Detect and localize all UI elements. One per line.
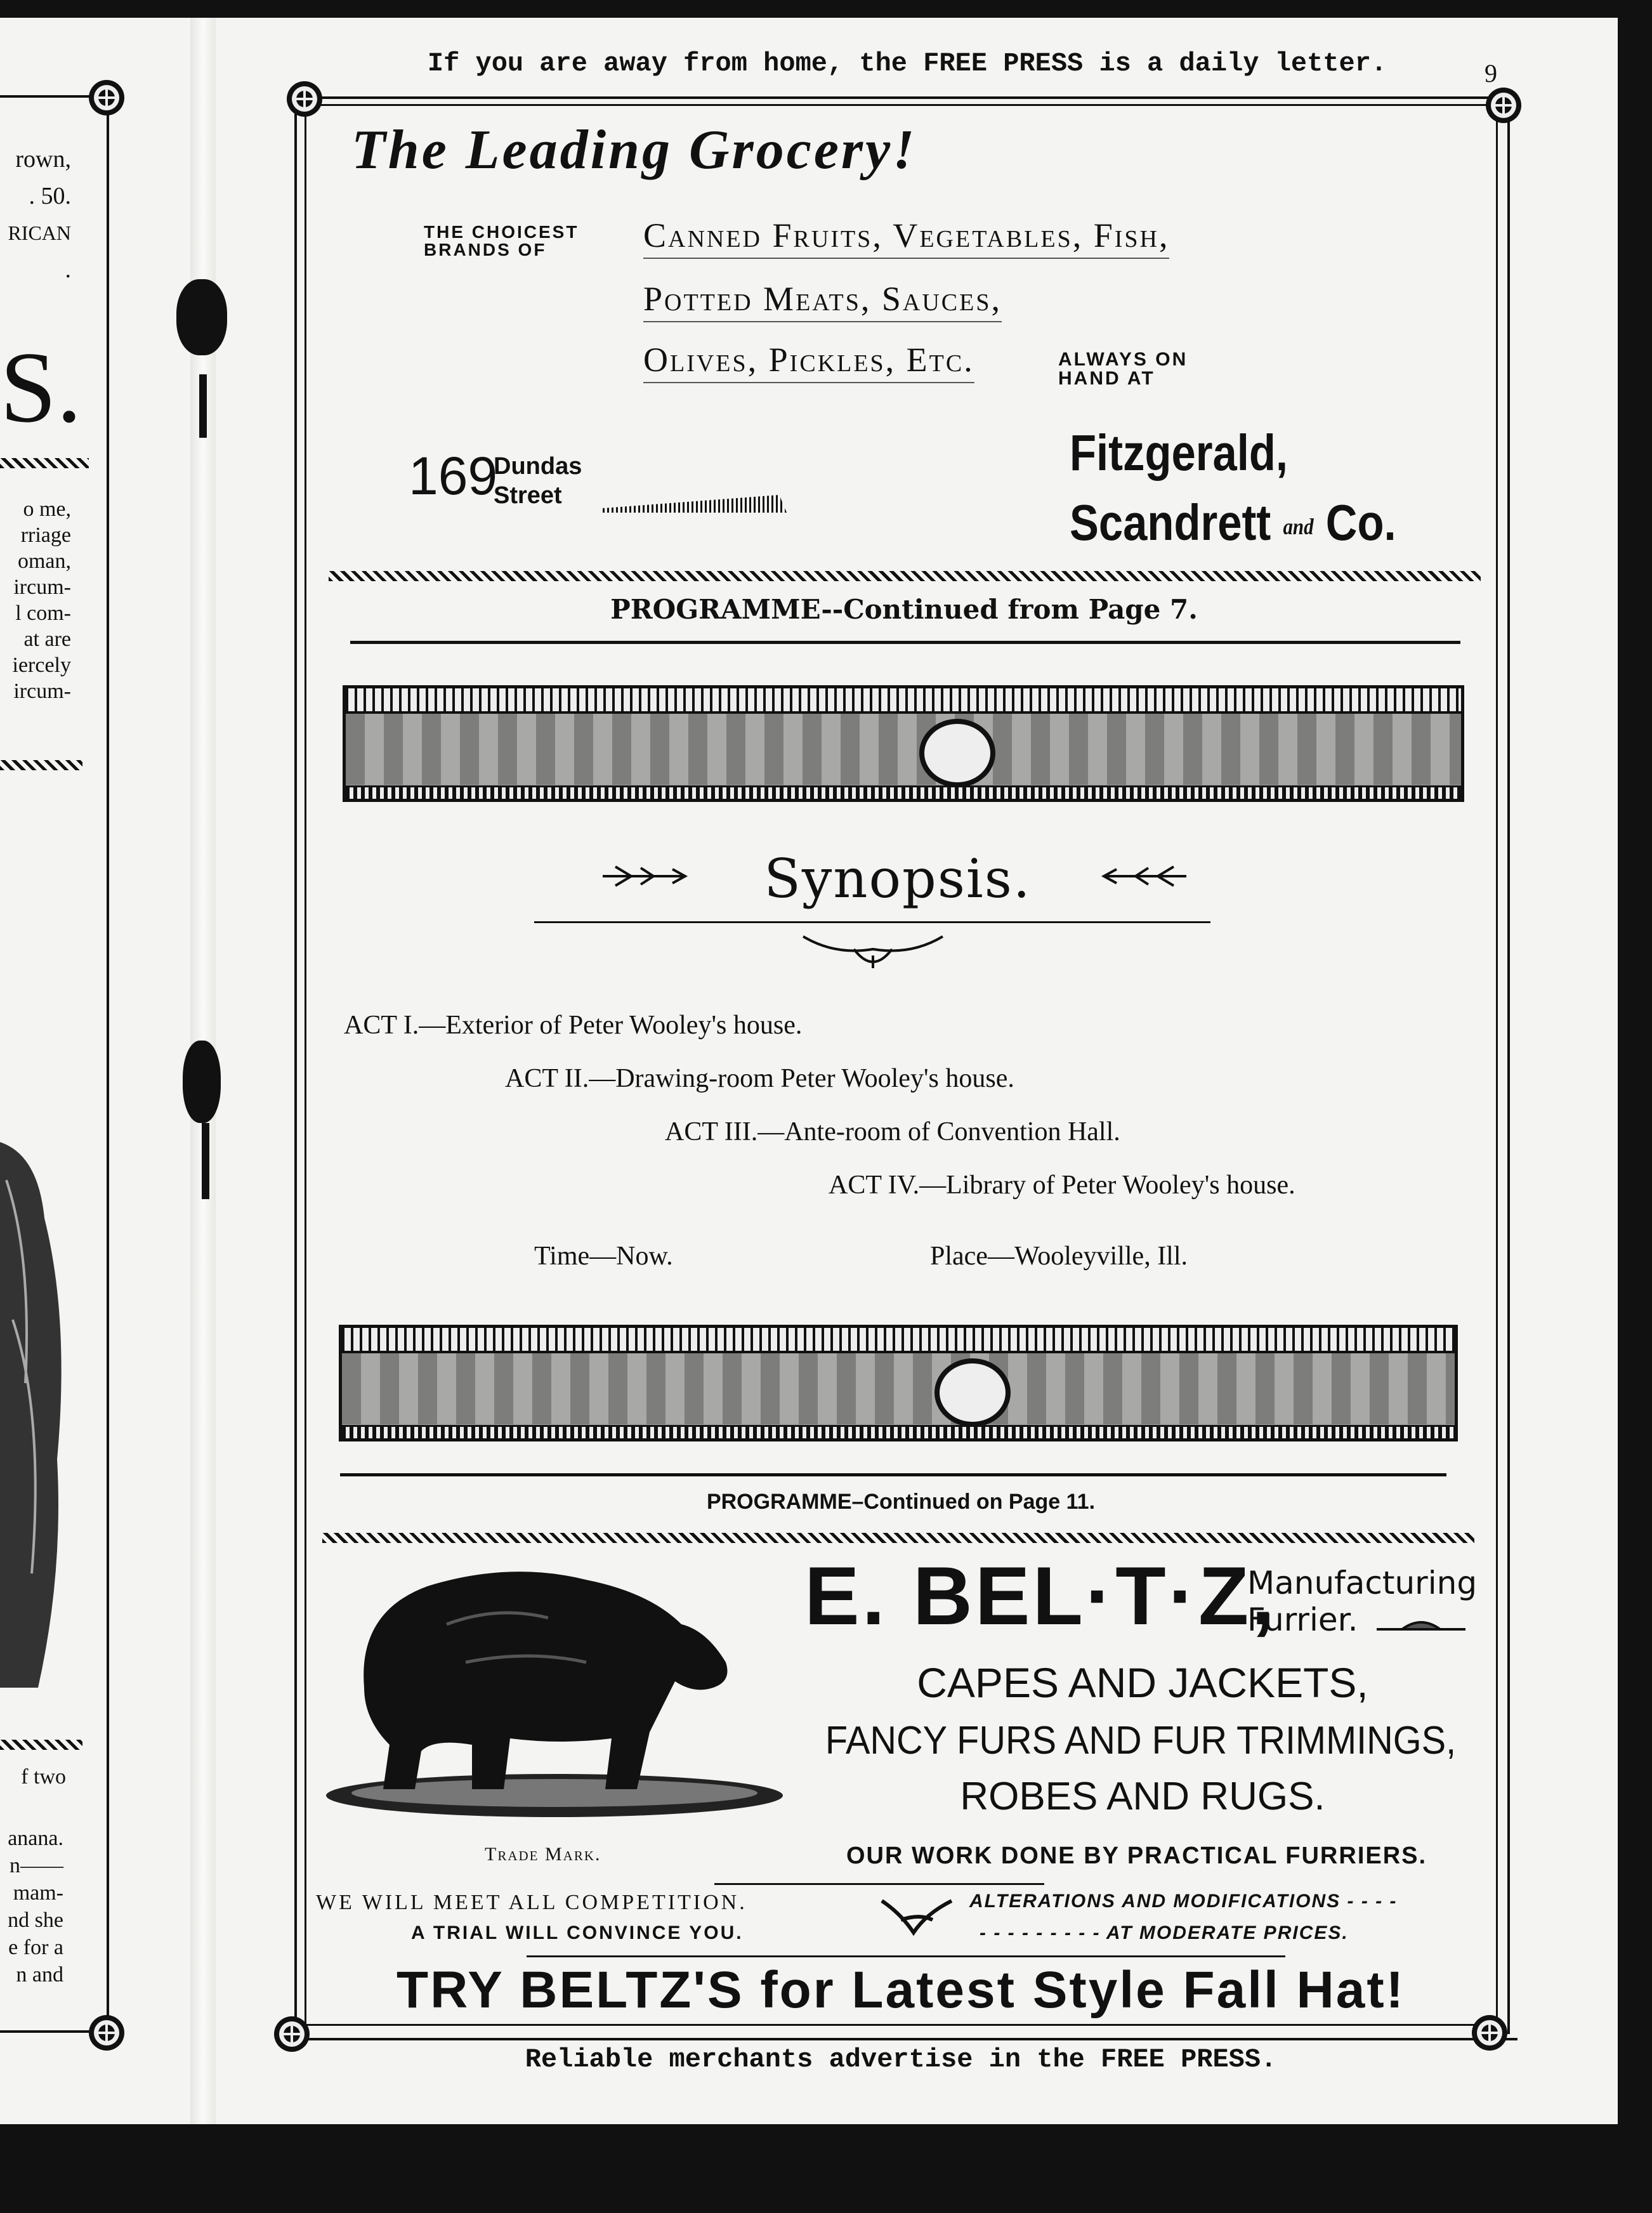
fragment-line: RICAN — [8, 221, 71, 244]
left-big-letter: S. — [0, 331, 82, 443]
furrier-line-2: FANCY FURS AND FUR TRIMMINGS, — [825, 1719, 1457, 1763]
act-2: ACT II.—Drawing-room Peter Wooley's house. — [505, 1064, 1014, 1093]
choicest-label-line: THE CHOICEST — [424, 222, 579, 242]
programme-continued-from: PROGRAMME--Continued from Page 7. — [610, 594, 1198, 625]
top-banner: If you are away from home, the FREE PRESS is a daily letter. — [427, 48, 1387, 79]
cameo-portrait-icon — [934, 1358, 1011, 1427]
address-street-line: Street — [494, 482, 562, 509]
frieze-garland-band — [342, 1353, 1455, 1424]
frieze-beads — [346, 785, 1461, 799]
fragment-line: . 50. — [29, 183, 71, 209]
frieze-beads — [342, 1425, 1455, 1438]
company-line-1: Fitzgerald, — [1070, 424, 1288, 481]
left-divider — [0, 760, 82, 770]
grocery-title: The Leading Grocery! — [351, 119, 917, 181]
grocery-line-3: Olives, Pickles, Etc. — [643, 340, 974, 383]
main-frame-top-inner — [315, 104, 1496, 106]
fragment-line: . — [65, 256, 71, 283]
frieze-key-pattern — [346, 688, 1461, 714]
synopsis-title: Synopsis. — [764, 848, 1032, 910]
left-top-lines — [0, 141, 71, 288]
fragment-line: n—— — [10, 1854, 63, 1877]
furrier-rule — [527, 1955, 1285, 1957]
ink-blot — [199, 374, 207, 438]
furrier-line-1: CAPES AND JACKETS, — [917, 1659, 1368, 1706]
ink-blot — [183, 1041, 221, 1123]
fragment-line: anana. — [8, 1827, 63, 1850]
corner-ornament-icon — [86, 2013, 127, 2053]
choicest-label-line: BRANDS OF — [424, 240, 547, 259]
flourish-left-icon — [603, 860, 692, 892]
furrier-rule — [714, 1883, 1044, 1885]
always-label-line: ALWAYS ON — [1058, 349, 1188, 370]
ornamental-frieze-bottom — [339, 1325, 1458, 1441]
section-divider — [329, 571, 1481, 581]
furrier-line-3: ROBES AND RUGS. — [960, 1775, 1325, 1818]
fragment-line: oman, — [17, 549, 71, 573]
page-number: 9 — [1485, 59, 1497, 88]
left-divider — [0, 458, 89, 468]
beltz-name: E. BEL·T·Z, — [804, 1549, 1277, 1642]
compete-line-2: A TRIAL WILL CONVINCE YOU. — [411, 1922, 744, 1943]
grocery-line-1: Canned Fruits, Vegetables, Fish, — [643, 216, 1169, 259]
left-frame-right — [107, 95, 109, 2030]
compete-line-1: WE WILL MEET ALL COMPETITION. — [316, 1891, 747, 1914]
place-line: Place—Wooleyville, Ill. — [930, 1242, 1188, 1271]
left-caption: f two — [21, 1765, 66, 1789]
main-frame-left-inner — [305, 107, 306, 2025]
main-frame-right-inner — [1496, 107, 1498, 2025]
main-frame-top-outer — [292, 96, 1514, 99]
company-and: and — [1283, 513, 1314, 539]
cameo-portrait-icon — [919, 719, 995, 787]
ornamental-frieze-top — [343, 685, 1464, 802]
practical-furriers: OUR WORK DONE BY PRACTICAL FURRIERS. — [846, 1842, 1427, 1869]
ink-blot — [176, 279, 227, 355]
act-1: ACT I.—Exterior of Peter Wooley's house. — [344, 1011, 803, 1040]
synopsis-title-row — [603, 848, 1193, 910]
bottom-banner: Reliable merchants advertise in the FREE PRESS. — [525, 2044, 1277, 2075]
always-label-line: HAND AT — [1058, 368, 1155, 389]
programme-rule — [340, 1473, 1446, 1476]
fragment-line: mam- — [13, 1881, 63, 1905]
corner-ornament-icon — [86, 77, 127, 118]
hat-slogan: TRY BELTZ'S for Latest Style Fall Hat! — [397, 1961, 1405, 2019]
main-frame-bottom-inner — [305, 2024, 1497, 2026]
main-frame-right-outer — [1507, 99, 1510, 2034]
alterations-line-1: ALTERATIONS AND MODIFICATIONS - - - - — [969, 1891, 1398, 1912]
flourish-right-icon — [1098, 860, 1186, 892]
grocery-line-2: Potted Meats, Sauces, — [643, 279, 1002, 322]
act-3: ACT III.—Ante-room of Convention Hall. — [665, 1117, 1120, 1146]
company-name-part: Co. — [1325, 494, 1396, 551]
programme-rule — [350, 641, 1460, 644]
company-name-part: Scandrett — [1070, 494, 1271, 551]
figure-illustration — [0, 1129, 70, 1700]
left-bottom-paragraph — [0, 1825, 63, 1988]
always-label — [1058, 350, 1188, 388]
leaf-ornament-icon — [875, 1895, 958, 1939]
synopsis-rule — [534, 921, 1210, 923]
main-frame-bottom-outer — [283, 2038, 1518, 2040]
alterations-line-2: - - - - - - - - - AT MODERATE PRICES. — [980, 1922, 1349, 1943]
ink-blot — [202, 1123, 209, 1199]
fragment-line: e for a — [8, 1936, 63, 1959]
left-paragraph — [0, 496, 71, 704]
corner-ornament-icon — [1483, 85, 1524, 126]
fragment-line: at are — [23, 627, 71, 651]
synopsis-scroll-ornament-icon — [797, 930, 949, 975]
company-line-2 — [1070, 494, 1396, 552]
fragment-line: n and — [16, 1963, 63, 1986]
hat-ornament-icon — [1377, 1615, 1465, 1634]
furrier-tag-line: Manufacturing — [1247, 1565, 1478, 1601]
act-4: ACT IV.—Library of Peter Wooley's house. — [829, 1171, 1295, 1200]
frieze-garland-band — [346, 714, 1461, 785]
choicest-label — [424, 223, 579, 259]
programme-continued-on: PROGRAMME–Continued on Page 11. — [706, 1490, 1096, 1514]
fragment-line: rriage — [20, 523, 71, 547]
fragment-line: l com- — [15, 601, 71, 625]
frieze-key-pattern — [342, 1328, 1455, 1353]
time-line: Time—Now. — [534, 1242, 673, 1271]
section-divider — [322, 1533, 1474, 1543]
address-number: 169 — [409, 446, 498, 506]
fragment-line: o me, — [23, 497, 71, 521]
left-divider — [0, 1740, 82, 1750]
furrier-tag-line: Furrier. — [1247, 1601, 1358, 1638]
corner-ornament-icon — [272, 2014, 312, 2054]
address-street — [494, 452, 582, 510]
main-frame-left-outer — [294, 99, 297, 2034]
fragment-line: nd she — [8, 1908, 63, 1932]
trade-mark-caption: Trade Mark. — [485, 1844, 601, 1865]
bear-trade-mark-illustration — [320, 1554, 789, 1821]
corner-ornament-icon — [284, 79, 325, 119]
fragment-line: rown, — [15, 146, 71, 173]
fragment-line: iercely — [12, 653, 71, 677]
fragment-line: ircum- — [13, 575, 71, 599]
fragment-line: ircum- — [13, 680, 71, 703]
address-street-line: Dundas — [494, 453, 582, 480]
